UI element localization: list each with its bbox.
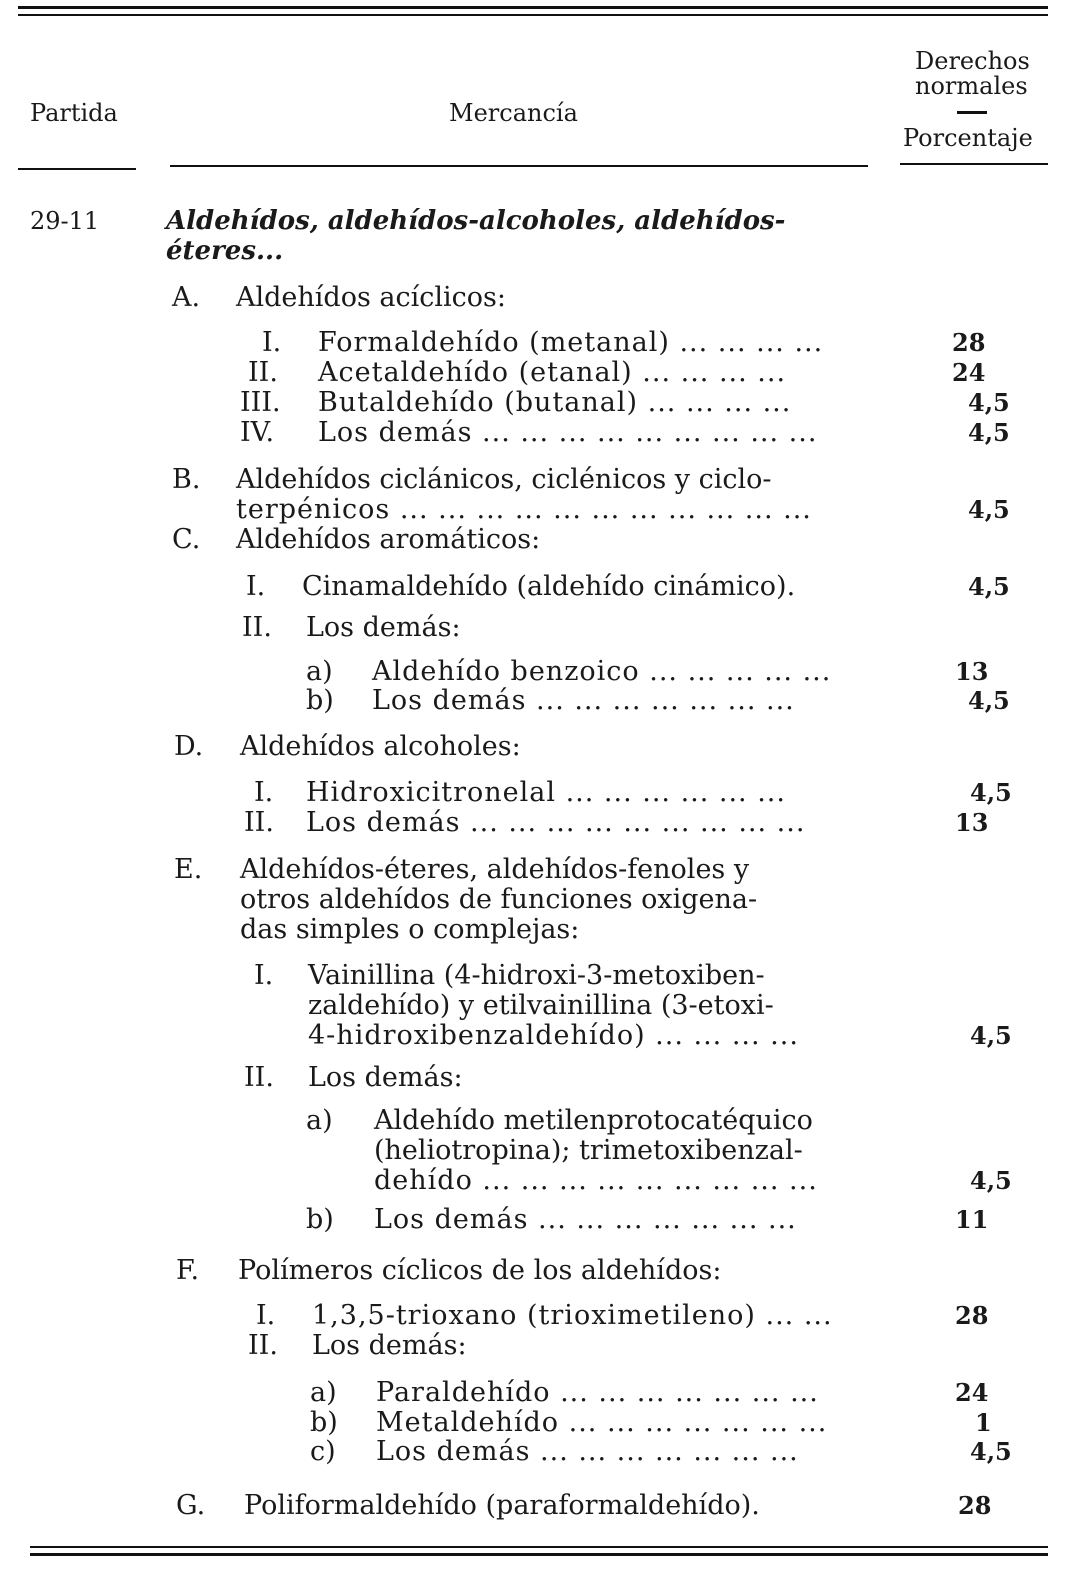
section-b-line-1: Aldehídos ciclánicos, ciclénicos y ciclo- — [236, 464, 772, 495]
header-derechos: Derechos — [915, 47, 1030, 75]
f-sub-num: c) — [310, 1436, 336, 1467]
d-item-num: I. — [254, 777, 274, 808]
a-item-num: III. — [240, 387, 281, 418]
d-item-num: II. — [244, 807, 274, 838]
section-e-line-1: Aldehídos-éteres, aldehídos-fenoles y — [240, 854, 750, 885]
e-item-rate: 4,5 — [970, 1021, 1012, 1050]
a-item-text: Formaldehído (metanal) ... ... ... ... — [318, 327, 824, 358]
header-rule-derechos — [900, 163, 1048, 165]
header-porcentaje: Porcentaje — [903, 124, 1033, 152]
a-item-rate: 4,5 — [968, 418, 1010, 447]
a-item-rate: 28 — [952, 328, 986, 357]
e-item-num: II. — [244, 1062, 274, 1093]
f-item-text: 1,3,5-trioxano (trioximetileno) ... ... — [312, 1300, 833, 1331]
e-item-line-1: Vainillina (4-hidroxi-3-metoxiben- — [308, 960, 765, 991]
a-item-text: Los demás ... ... ... ... ... ... ... ... ... — [318, 417, 818, 448]
c-sub-rate: 4,5 — [968, 686, 1010, 715]
e-sub-line-3: dehído ... ... ... ... ... ... ... ... ... — [374, 1165, 818, 1196]
e-item-text: Los demás: — [308, 1062, 463, 1093]
header-dash — [957, 111, 987, 114]
a-item-rate: 4,5 — [968, 388, 1010, 417]
f-sub-rate: 1 — [975, 1408, 992, 1437]
c-sub-text: Aldehído benzoico ... ... ... ... ... — [372, 656, 832, 687]
e-item-num: I. — [254, 960, 274, 991]
d-item-text: Los demás ... ... ... ... ... ... ... ... ... — [306, 807, 806, 838]
f-sub-text: Los demás ... ... ... ... ... ... ... — [376, 1436, 799, 1467]
e-sub-line-1: Aldehído metilenprotocatéquico — [374, 1105, 813, 1136]
d-item-rate: 4,5 — [970, 778, 1012, 807]
section-f-letter: F. — [176, 1255, 200, 1286]
header-rule-partida — [18, 168, 136, 170]
e-sub-rate: 11 — [955, 1205, 989, 1234]
f-sub-text: Paraldehído ... ... ... ... ... ... ... — [376, 1377, 819, 1408]
section-e-line-2: otros aldehídos de funciones oxigena- — [240, 884, 758, 915]
d-item-text: Hidroxicitronelal ... ... ... ... ... ... — [306, 777, 786, 808]
header-normales: normales — [915, 72, 1028, 100]
section-a-letter: A. — [172, 282, 201, 313]
f-item-rate: 28 — [955, 1301, 989, 1330]
e-sub-num: a) — [306, 1105, 333, 1136]
section-b-rate: 4,5 — [968, 495, 1010, 524]
f-sub-num: a) — [310, 1377, 337, 1408]
section-c-label: Aldehídos aromáticos: — [236, 524, 541, 555]
heading-line-1: Aldehídos, aldehídos-alcoholes, aldehídos- — [166, 206, 786, 236]
f-item-num: II. — [248, 1330, 278, 1361]
e-sub-rate: 4,5 — [970, 1166, 1012, 1195]
section-g-letter: G. — [176, 1490, 206, 1521]
c-sub-num: a) — [306, 656, 333, 687]
e-item-line-2: zaldehído) y etilvainillina (3-etoxi- — [308, 990, 774, 1021]
a-item-num: I. — [262, 327, 282, 358]
c-sub-rate: 13 — [955, 657, 989, 686]
bottom-rule-1 — [30, 1546, 1048, 1548]
section-g-rate: 28 — [958, 1491, 992, 1520]
bottom-rule-2 — [30, 1553, 1048, 1556]
d-item-rate: 13 — [955, 808, 989, 837]
partida-number: 29-11 — [30, 207, 100, 235]
c-item-num: I. — [246, 571, 266, 602]
top-rule-2 — [18, 14, 1048, 16]
section-a-label: Aldehídos acíclicos: — [236, 282, 506, 313]
c-item-rate: 4,5 — [968, 572, 1010, 601]
f-sub-text: Metaldehído ... ... ... ... ... ... ... — [376, 1407, 828, 1438]
a-item-num: II. — [248, 357, 278, 388]
a-item-text: Acetaldehído (etanal) ... ... ... ... — [318, 357, 787, 388]
f-sub-num: b) — [310, 1407, 338, 1438]
e-sub-text: Los demás ... ... ... ... ... ... ... — [374, 1204, 797, 1235]
section-b-line-2: terpénicos ... ... ... ... ... ... ... ... ... ... ... — [236, 494, 812, 525]
c-item-text: Los demás: — [306, 612, 461, 643]
section-e-line-3: das simples o complejas: — [240, 914, 580, 945]
section-e-letter: E. — [174, 854, 203, 885]
heading-line-2: éteres... — [166, 236, 284, 266]
top-rule-1 — [18, 6, 1048, 9]
f-item-num: I. — [256, 1300, 276, 1331]
c-sub-num: b) — [306, 685, 334, 716]
header-rule-mercancia — [170, 165, 868, 167]
e-sub-num: b) — [306, 1204, 334, 1235]
a-item-num: IV. — [240, 417, 275, 448]
section-c-letter: C. — [172, 524, 201, 555]
header-mercancia: Mercancía — [449, 99, 578, 127]
f-sub-rate: 24 — [955, 1378, 989, 1407]
header-partida: Partida — [30, 99, 118, 127]
e-sub-line-2: (heliotropina); trimetoxibenzal- — [374, 1135, 803, 1166]
e-item-line-3: 4-hidroxibenzaldehído) ... ... ... ... — [308, 1020, 799, 1051]
c-item-text: Cinamaldehído (aldehído cinámico). — [302, 571, 796, 602]
section-g-text: Poliformaldehído (paraformaldehído). — [244, 1490, 760, 1521]
a-item-rate: 24 — [952, 358, 986, 387]
section-d-label: Aldehídos alcoholes: — [240, 731, 521, 762]
f-item-text: Los demás: — [312, 1330, 467, 1361]
section-d-letter: D. — [174, 731, 204, 762]
f-sub-rate: 4,5 — [970, 1437, 1012, 1466]
c-sub-text: Los demás ... ... ... ... ... ... ... — [372, 685, 795, 716]
section-f-label: Polímeros cíclicos de los aldehídos: — [238, 1255, 722, 1286]
a-item-text: Butaldehído (butanal) ... ... ... ... — [318, 387, 792, 418]
c-item-num: II. — [242, 612, 272, 643]
section-b-letter: B. — [172, 464, 201, 495]
